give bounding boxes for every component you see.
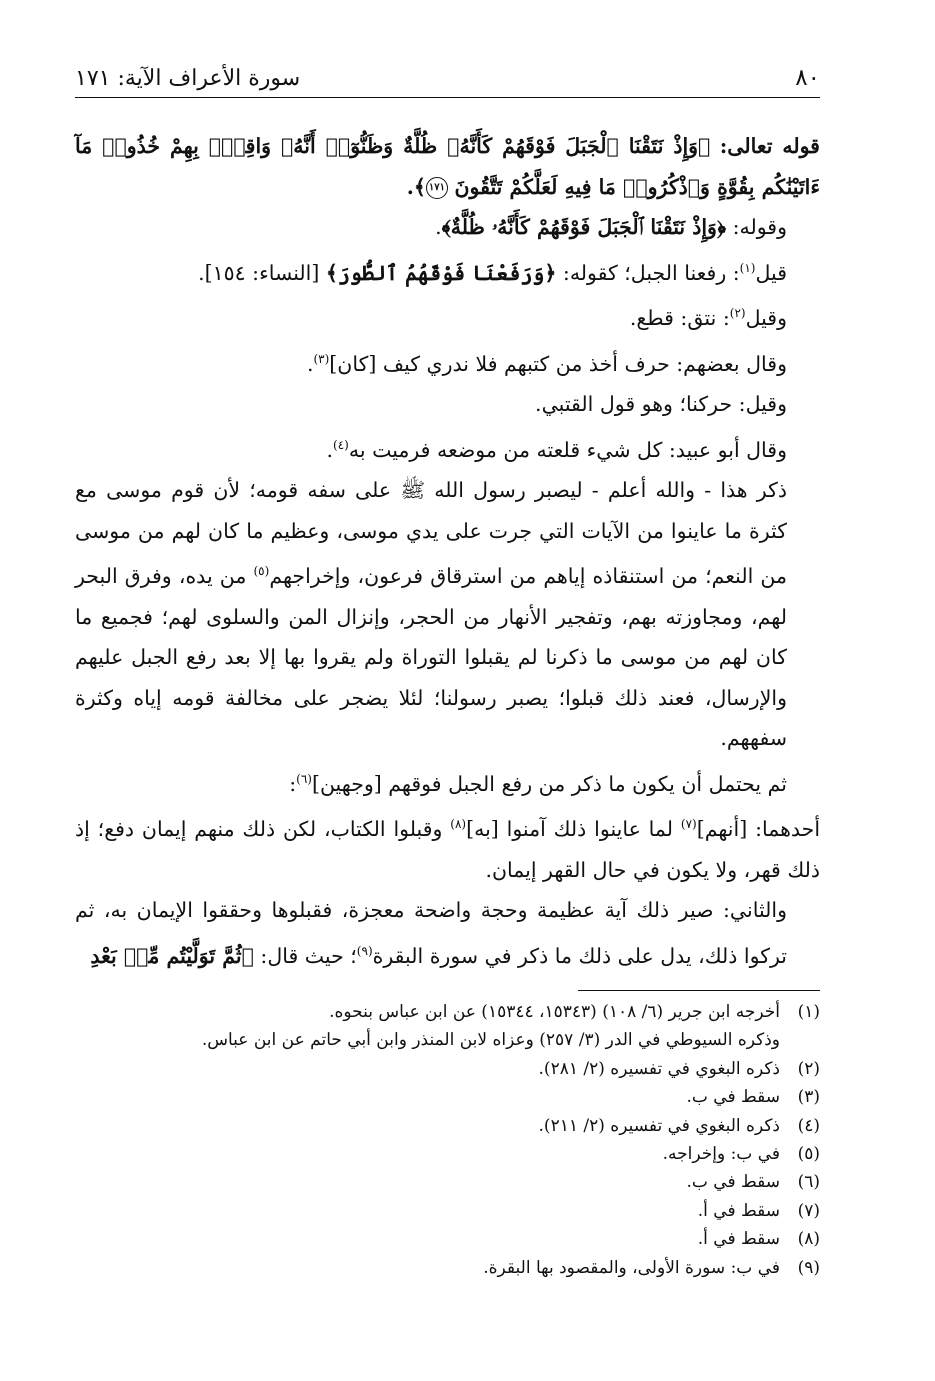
paragraph: وقيل: حركنا؛ وهو قول القتبي. [535, 392, 787, 417]
paragraph: ذكر هذا - والله أعلم - ليصبر رسول الله ﷺ على سفه قومه؛ لأن قوم موسى مع كثرة ما عاينوا من الآيات التي جرت على يدي موسى، وعظيم ما كان لهم من موسى من النعم؛ من استنقاذه إياهم من استرقاق فرعون، وإخراجهم$^{(٥)}$ من يده، وفرق البحر لهم، ومجاوزته بهم، وتفجير الأنهار من الحجر، وإنزال المن والسلوى لهم؛ فجميع ما كان لهم من موسى ما ذكرنا لم يقبلوا التوراة ولم يقروا بها إلا بعد رفع الجبل عليهم والإرسال، فعند ذلك قبلوا؛ يصبر رسولنا؛ لئلا يضجر على مخالفة قومه إياه وكثرة سفههم. [75, 478, 787, 751]
footnote-ref: (٧) [680, 817, 697, 832]
footnote-ref: (٤) [333, 437, 349, 452]
paragraph: وقال أبو عبيد: كل شيء قلعته من موضعه فرميت به$^{(٤)}$. [326, 437, 787, 462]
paragraph: قيل$^{(١)}$: رفعنا الجبل؛ كقوله: ﴿وَرَفَعْنَا فَوْقَهُمُ ٱلطُّورَ﴾ [النساء: ١٥٤]. [198, 260, 787, 285]
verse-label: قوله تعالى: [719, 134, 820, 158]
quran-verse: ﴿ثُمَّ تَوَلَّيْتُم مِّنۢ بَعْدِ [90, 943, 254, 968]
paragraph: أحدهما: [أنهم]$^{(٧)}$ لما عاينوا ذلك آمنوا [به]$^{(٨)}$ وقبلوا الكتاب، لكن ذلك منهم إيمان دفع؛ إذ ذلك قهر، ولا يكون في حال القهر إيمان. [75, 817, 821, 882]
footnote-ref: (٩) [356, 944, 373, 959]
paragraph: ثم يحتمل أن يكون ما ذكر من رفع الجبل فوقهم [وجهين]$^{(٦)}$: [289, 771, 787, 796]
paragraph: والثاني: صير ذلك آية عظيمة وحجة واضحة معجزة، فقبلوها وحققوا الإيمان به، ثم تركوا ذلك، يدل على ذلك ما ذكر في سورة البقرة$^{(٩)}$؛ حيث قال: ﴿ثُمَّ تَوَلَّيْتُم مِّنۢ بَعْدِ [75, 898, 787, 968]
main-text [75, 126, 820, 977]
footnote: (٨) سقط في أ. [697, 1229, 820, 1250]
footnote: (٦) سقط في ب. [686, 1172, 820, 1193]
quran-verse: ﴿وَرَفَعْنَا فَوْقَهُمُ ٱلطُّورَ﴾ [325, 260, 557, 285]
footnote-ref: (٣) [313, 351, 330, 366]
footnote-ref: (١) [739, 260, 756, 275]
paragraph: وقيل$^{(٢)}$: نتق: قطع. [629, 306, 787, 331]
quran-verse: ﴿وَإِذْ نَتَقْنَا ٱلْجَبَلَ فَوْقَهُمْ كَأَنَّهُۥ ظُلَّةٌ وَظَنُّوٓا۟ أَنَّهُۥ وَاقِعٌۢ بِهِمْ خُذُوا۟ مَآ ءَاتَيْنَٰكُم بِقُوَّةٍ وَٱذْكُرُوا۟ مَا فِيهِ لَعَلَّكُمْ تَتَّقُونَ [75, 134, 820, 199]
quran-verse: ﴿وَإِذْ نَتَقْنَا ٱلْجَبَلَ فَوْقَهُمْ كَأَنَّهُۥ ظُلَّةٌ﴾ [441, 215, 727, 240]
page-header [75, 60, 820, 98]
footnote: (٧) سقط في أ. [697, 1200, 820, 1221]
footnote: (٥) في ب: وإخراجه. [662, 1144, 820, 1165]
footnote: (٢) ذكره البغوي في تفسيره (٢/ ٢٨١). [538, 1058, 820, 1079]
footnote: (١) أخرجه ابن جرير (٦/ ١٠٨) (١٥٣٤٣، ١٥٣٤٤) عن ابن عباس بنحوه. [329, 1002, 820, 1022]
paragraph: وقوله: ﴿وَإِذْ نَتَقْنَا ٱلْجَبَلَ فَوْقَهُمْ كَأَنَّهُۥ ظُلَّةٌ﴾. [435, 215, 787, 240]
paragraph: قوله تعالى: ﴿وَإِذْ نَتَقْنَا ٱلْجَبَلَ فَوْقَهُمْ كَأَنَّهُۥ ظُلَّةٌ وَظَنُّوٓا۟ أَنَّهُۥ وَاقِعٌۢ بِهِمْ خُذُوا۟ مَآ ءَاتَيْنَٰكُم بِقُوَّةٍ وَٱذْكُرُوا۟ مَا فِيهِ لَعَلَّكُمْ تَتَّقُونَ ١٧١﴾. [75, 134, 820, 199]
page-number: ٨٠ [795, 65, 820, 91]
paragraph: وقال بعضهم: حرف أخذ من كتبهم فلا ندري كيف [كان]$^{(٣)}$. [306, 351, 787, 376]
ayah-number-marker: ١٧١ [426, 177, 448, 199]
footnote: (٣) سقط في ب. [686, 1087, 820, 1108]
running-title: سورة الأعراف الآية: ١٧١ [75, 66, 301, 91]
footnote-divider [578, 990, 820, 991]
footnote: (٤) ذكره البغوي في تفسيره (٢/ ٢١١). [538, 1115, 820, 1136]
footnote-ref: (٦) [296, 772, 312, 787]
footnote: (٩) في ب: سورة الأولى، والمقصود بها البقرة. [483, 1257, 820, 1278]
footnote-ref: (٥) [253, 564, 270, 579]
footnote-ref: (٢) [729, 306, 746, 321]
footnotes [75, 998, 820, 1282]
footnote-ref: (٨) [450, 817, 467, 832]
footnote: وذكره السيوطي في الدر (٣/ ٢٥٧) وعزاه لابن المنذر وابن أبي حاتم عن ابن عباس. [201, 1030, 780, 1051]
